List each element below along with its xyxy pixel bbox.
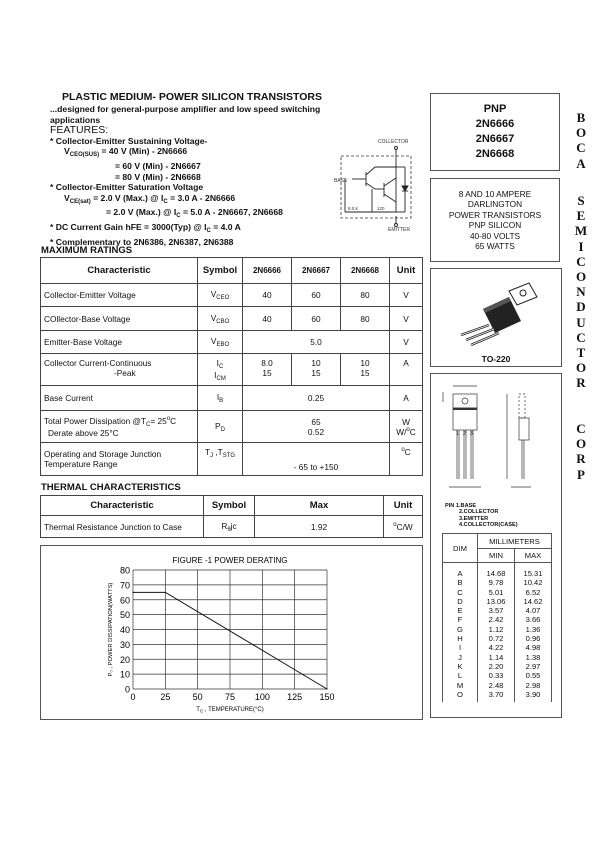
cell: A (390, 354, 423, 386)
cell: 0.72 (478, 634, 515, 643)
part-number-box (430, 93, 560, 171)
cell: 14.62 (515, 597, 552, 606)
cell: 40 (243, 307, 292, 331)
cell: C (443, 588, 478, 597)
dim-row (443, 690, 552, 702)
feature-4: * Complementary to 2N6386, 2N6387, 2N6388 (50, 236, 234, 247)
table-row (41, 411, 423, 443)
cell: E (443, 606, 478, 615)
max-header: MAX (515, 549, 552, 563)
cell: A (443, 563, 478, 579)
dim-row (443, 615, 552, 624)
svg-text:3: 3 (470, 431, 473, 437)
cell: 5.01 (478, 588, 515, 597)
description-box (430, 178, 560, 262)
feature-1b: = 60 V (Min) - 2N6667 (115, 160, 201, 171)
svg-text:2: 2 (463, 431, 466, 437)
cell: V (390, 331, 423, 354)
power-derating-chart (41, 546, 422, 719)
cell: 10 15 (341, 354, 390, 386)
dim-row (443, 634, 552, 643)
feature-2b: = 2.0 V (Max.) @ $I_C = 5.0$ A - 2N6667, 2N6668 (106, 207, 283, 220)
cell: 3.90 (515, 690, 552, 702)
cell: $I_C$ $I_{CM}$ (198, 354, 243, 386)
cell: 15.31 (515, 563, 552, 579)
cell: 1.38 (515, 653, 552, 662)
x-tick-label: 0 (130, 692, 136, 702)
cell: 8.0 15 (243, 354, 292, 386)
polarity: PNP (483, 103, 507, 115)
cell: 3.57 (478, 606, 515, 615)
table-row (41, 331, 423, 354)
resistor-1-label: 8.0 k (348, 206, 358, 211)
feature-3: * DC Current Gain hFE = 3000(Typ) @ $I_C = 4.0$ A (50, 221, 241, 234)
feature-2: * Collector-Emitter Saturation Voltage (50, 182, 204, 193)
col-2n6666: 2N6666 (243, 258, 292, 284)
dimensions-table (442, 533, 552, 702)
col-unit: Unit (384, 496, 423, 516)
col-unit: Unit (390, 258, 423, 284)
cell: Collector Current-Continuous -Peak (41, 354, 198, 386)
cell: I (443, 643, 478, 652)
cell: $V_{CEO}$ (198, 284, 243, 307)
cell: $^o$C (390, 443, 423, 476)
col-characteristic: Characteristic (41, 258, 198, 284)
thermal-heading: THERMAL CHARACTERISTICS (41, 482, 181, 493)
package-outline-drawing (431, 374, 561, 499)
dim-row (443, 681, 552, 690)
collector-label: COLLECTOR (378, 139, 409, 145)
cell: $V_{EBO}$ (198, 331, 243, 354)
cell: G (443, 625, 478, 634)
cell: Base Current (41, 386, 198, 411)
data-point (132, 592, 133, 593)
cell: 40 (243, 284, 292, 307)
dim-header: DIM (443, 534, 478, 563)
power-derating-figure (40, 545, 423, 720)
cell: 2.42 (478, 615, 515, 624)
desc-line: POWER TRANSISTORS (448, 209, 542, 220)
dim-row (443, 625, 552, 634)
cell: H (443, 634, 478, 643)
cell: 1.12 (478, 625, 515, 634)
cell: M (443, 681, 478, 690)
brand-word-semiconductor: SEMICONDUCTOR (574, 193, 588, 391)
data-point (165, 592, 166, 593)
col-symbol: Symbol (198, 258, 243, 284)
dim-row (443, 653, 552, 662)
cell: 0.55 (515, 671, 552, 680)
cell: $I_B$ (198, 386, 243, 411)
table-row (41, 354, 423, 386)
desc-line: DARLINGTON (467, 199, 523, 210)
y-tick-label: 60 (119, 595, 130, 606)
y-tick-label: 50 (119, 610, 130, 621)
desc-line: 8 AND 10 AMPERE (458, 189, 532, 199)
x-tick-label: 150 (319, 692, 335, 702)
x-axis-label: $T_C$ , TEMPERATURE(°C) (196, 707, 264, 714)
col-2n6667: 2N6667 (292, 258, 341, 284)
pin-3: 3.EMITTER (459, 515, 489, 522)
pin-1: PIN 1.BASE (445, 503, 477, 509)
cell: 2.20 (478, 662, 515, 671)
cell: 1.92 (255, 516, 384, 538)
x-tick-label: 125 (287, 692, 303, 702)
document-title: PLASTIC MEDIUM- POWER SILICON TRANSISTORS (62, 91, 322, 103)
svg-text:1: 1 (456, 431, 459, 437)
table-row (41, 386, 423, 411)
dim-row (443, 578, 552, 587)
cell: 60 (292, 284, 341, 307)
part-number: 2N6667 (475, 133, 515, 145)
cell: 80 (341, 284, 390, 307)
cell: W W/$^o$C (390, 411, 423, 443)
package-box (430, 268, 562, 367)
cell: 14.68 (478, 563, 515, 579)
x-tick-label: 50 (192, 692, 203, 702)
cell: K (443, 662, 478, 671)
x-tick-label: 75 (224, 692, 236, 702)
table-row (41, 516, 423, 538)
cell: 1.14 (478, 653, 515, 662)
to220-package-image (431, 269, 561, 349)
cell: 0.25 (243, 386, 390, 411)
desc-line: 40-80 VOLTS (469, 230, 521, 241)
cell: $T_J$ $,T_{STG}$ (198, 443, 243, 476)
pin-2: 2.COLLECTOR (459, 509, 499, 516)
cell: $R_\theta jc$ (204, 516, 255, 538)
col-max: Max (255, 496, 384, 516)
cell: Thermal Resistance Junction to Case (41, 516, 204, 538)
cell: 0.96 (515, 634, 552, 643)
cell: Emitter-Base Voltage (41, 331, 198, 354)
x-tick-label: 25 (160, 692, 171, 702)
cell: - 65 to +150 (243, 443, 390, 476)
desc-line: 65 WATTS (475, 241, 515, 252)
cell: $^o$C/W (384, 516, 423, 538)
dim-row (443, 606, 552, 615)
col-symbol: Symbol (204, 496, 255, 516)
cell: 0.33 (478, 671, 515, 680)
brand-word-corp: CORP (575, 421, 587, 482)
resistor-2-label: 120 (377, 206, 385, 211)
y-tick-label: 40 (119, 625, 130, 635)
cell: D (443, 597, 478, 606)
max-ratings-table (40, 257, 423, 476)
cell: 65 0.52 (243, 411, 390, 443)
cell: J (443, 653, 478, 662)
dim-row (443, 643, 552, 652)
part-number: 2N6668 (475, 148, 515, 160)
desc-line: PNP SILICON (468, 220, 522, 231)
description-cont: applications (50, 114, 101, 125)
cell: 10 15 (292, 354, 341, 386)
cell: COllector-Base Voltage (41, 307, 198, 331)
dim-row (443, 563, 552, 579)
max-ratings-heading: MAXIMUM RATINGS (41, 245, 133, 256)
cell: 4.22 (478, 643, 515, 652)
data-point (326, 688, 327, 689)
part-number: 2N6666 (475, 118, 515, 130)
feature-1a: $V_{CEO(SUS)} = 40$ V (Min) - 2N6666 (64, 146, 188, 159)
min-header: MIN (478, 549, 515, 563)
thermal-table (40, 495, 423, 538)
cell: 2.97 (515, 662, 552, 671)
col-characteristic: Characteristic (41, 496, 204, 516)
dim-row (443, 588, 552, 597)
cell: 2.48 (478, 681, 515, 690)
cell: $P_D$ (198, 411, 243, 443)
darlington-circuit-diagram (300, 134, 425, 234)
dim-row (443, 597, 552, 606)
cell: B (443, 578, 478, 587)
cell: L (443, 671, 478, 680)
cell: 3.70 (478, 690, 515, 702)
y-tick-label: 20 (119, 654, 130, 665)
cell: 5.0 (243, 331, 390, 354)
y-tick-label: 10 (119, 669, 130, 680)
cell: 60 (292, 307, 341, 331)
cell: $V_{CBO}$ (198, 307, 243, 331)
brand-word-boca: BOCA (575, 110, 587, 171)
cell: Total Power Dissipation $@T_C= 25^oC$ Derate above 25°C (41, 411, 198, 443)
y-axis-label: P₀ , POWER DISSIPATION(WATTS) (108, 582, 114, 677)
y-tick-label: 0 (124, 684, 130, 695)
cell: A (390, 386, 423, 411)
pin-legend (445, 503, 518, 529)
features-heading: FEATURES: (50, 124, 109, 137)
y-tick-label: 30 (119, 639, 130, 650)
cell: 4.98 (515, 643, 552, 652)
cell: 13.06 (478, 597, 515, 606)
cell: V (390, 307, 423, 331)
dim-row (443, 662, 552, 671)
package-label: TO-220 (481, 354, 511, 364)
emitter-label: EMITTER (388, 227, 410, 233)
cell: Collector-Emitter Voltage (41, 284, 198, 307)
cell: O (443, 690, 478, 702)
pin-4: 4.COLLECTOR(CASE) (459, 522, 518, 529)
y-tick-label: 70 (119, 580, 130, 591)
cell: Operating and Storage Junction Temperature Range (41, 443, 198, 476)
table-row (41, 307, 423, 331)
cell: 10.42 (515, 578, 552, 587)
cell: 3.66 (515, 615, 552, 624)
feature-1c: = 80 V (Min) - 2N6668 (115, 171, 201, 182)
cell: V (390, 284, 423, 307)
dim-row (443, 671, 552, 680)
description: ...designed for general-purpose amplifier and low speed switching (50, 104, 321, 114)
cell: 6.52 (515, 588, 552, 597)
cell: F (443, 615, 478, 624)
cell: 9.78 (478, 578, 515, 587)
cell: 2.98 (515, 681, 552, 690)
table-row (41, 443, 423, 476)
table-row (41, 284, 423, 307)
base-label: BASE (334, 178, 348, 184)
cell: 4.07 (515, 606, 552, 615)
y-tick-label: 80 (119, 565, 130, 576)
x-tick-label: 100 (254, 692, 270, 702)
feature-2a: $V_{CE(sat)} = 2.0$ V (Max.) @ $I_C = 3.0$ A - 2N6666 (64, 192, 236, 205)
cell: 1.36 (515, 625, 552, 634)
millimeters-header: MILLIMETERS (478, 534, 552, 549)
cell: 80 (341, 307, 390, 331)
feature-1: * Collector-Emitter Sustaining Voltage- (50, 135, 208, 146)
chart-title: FIGURE -1 POWER DERATING (172, 556, 288, 565)
col-2n6668: 2N6668 (341, 258, 390, 284)
